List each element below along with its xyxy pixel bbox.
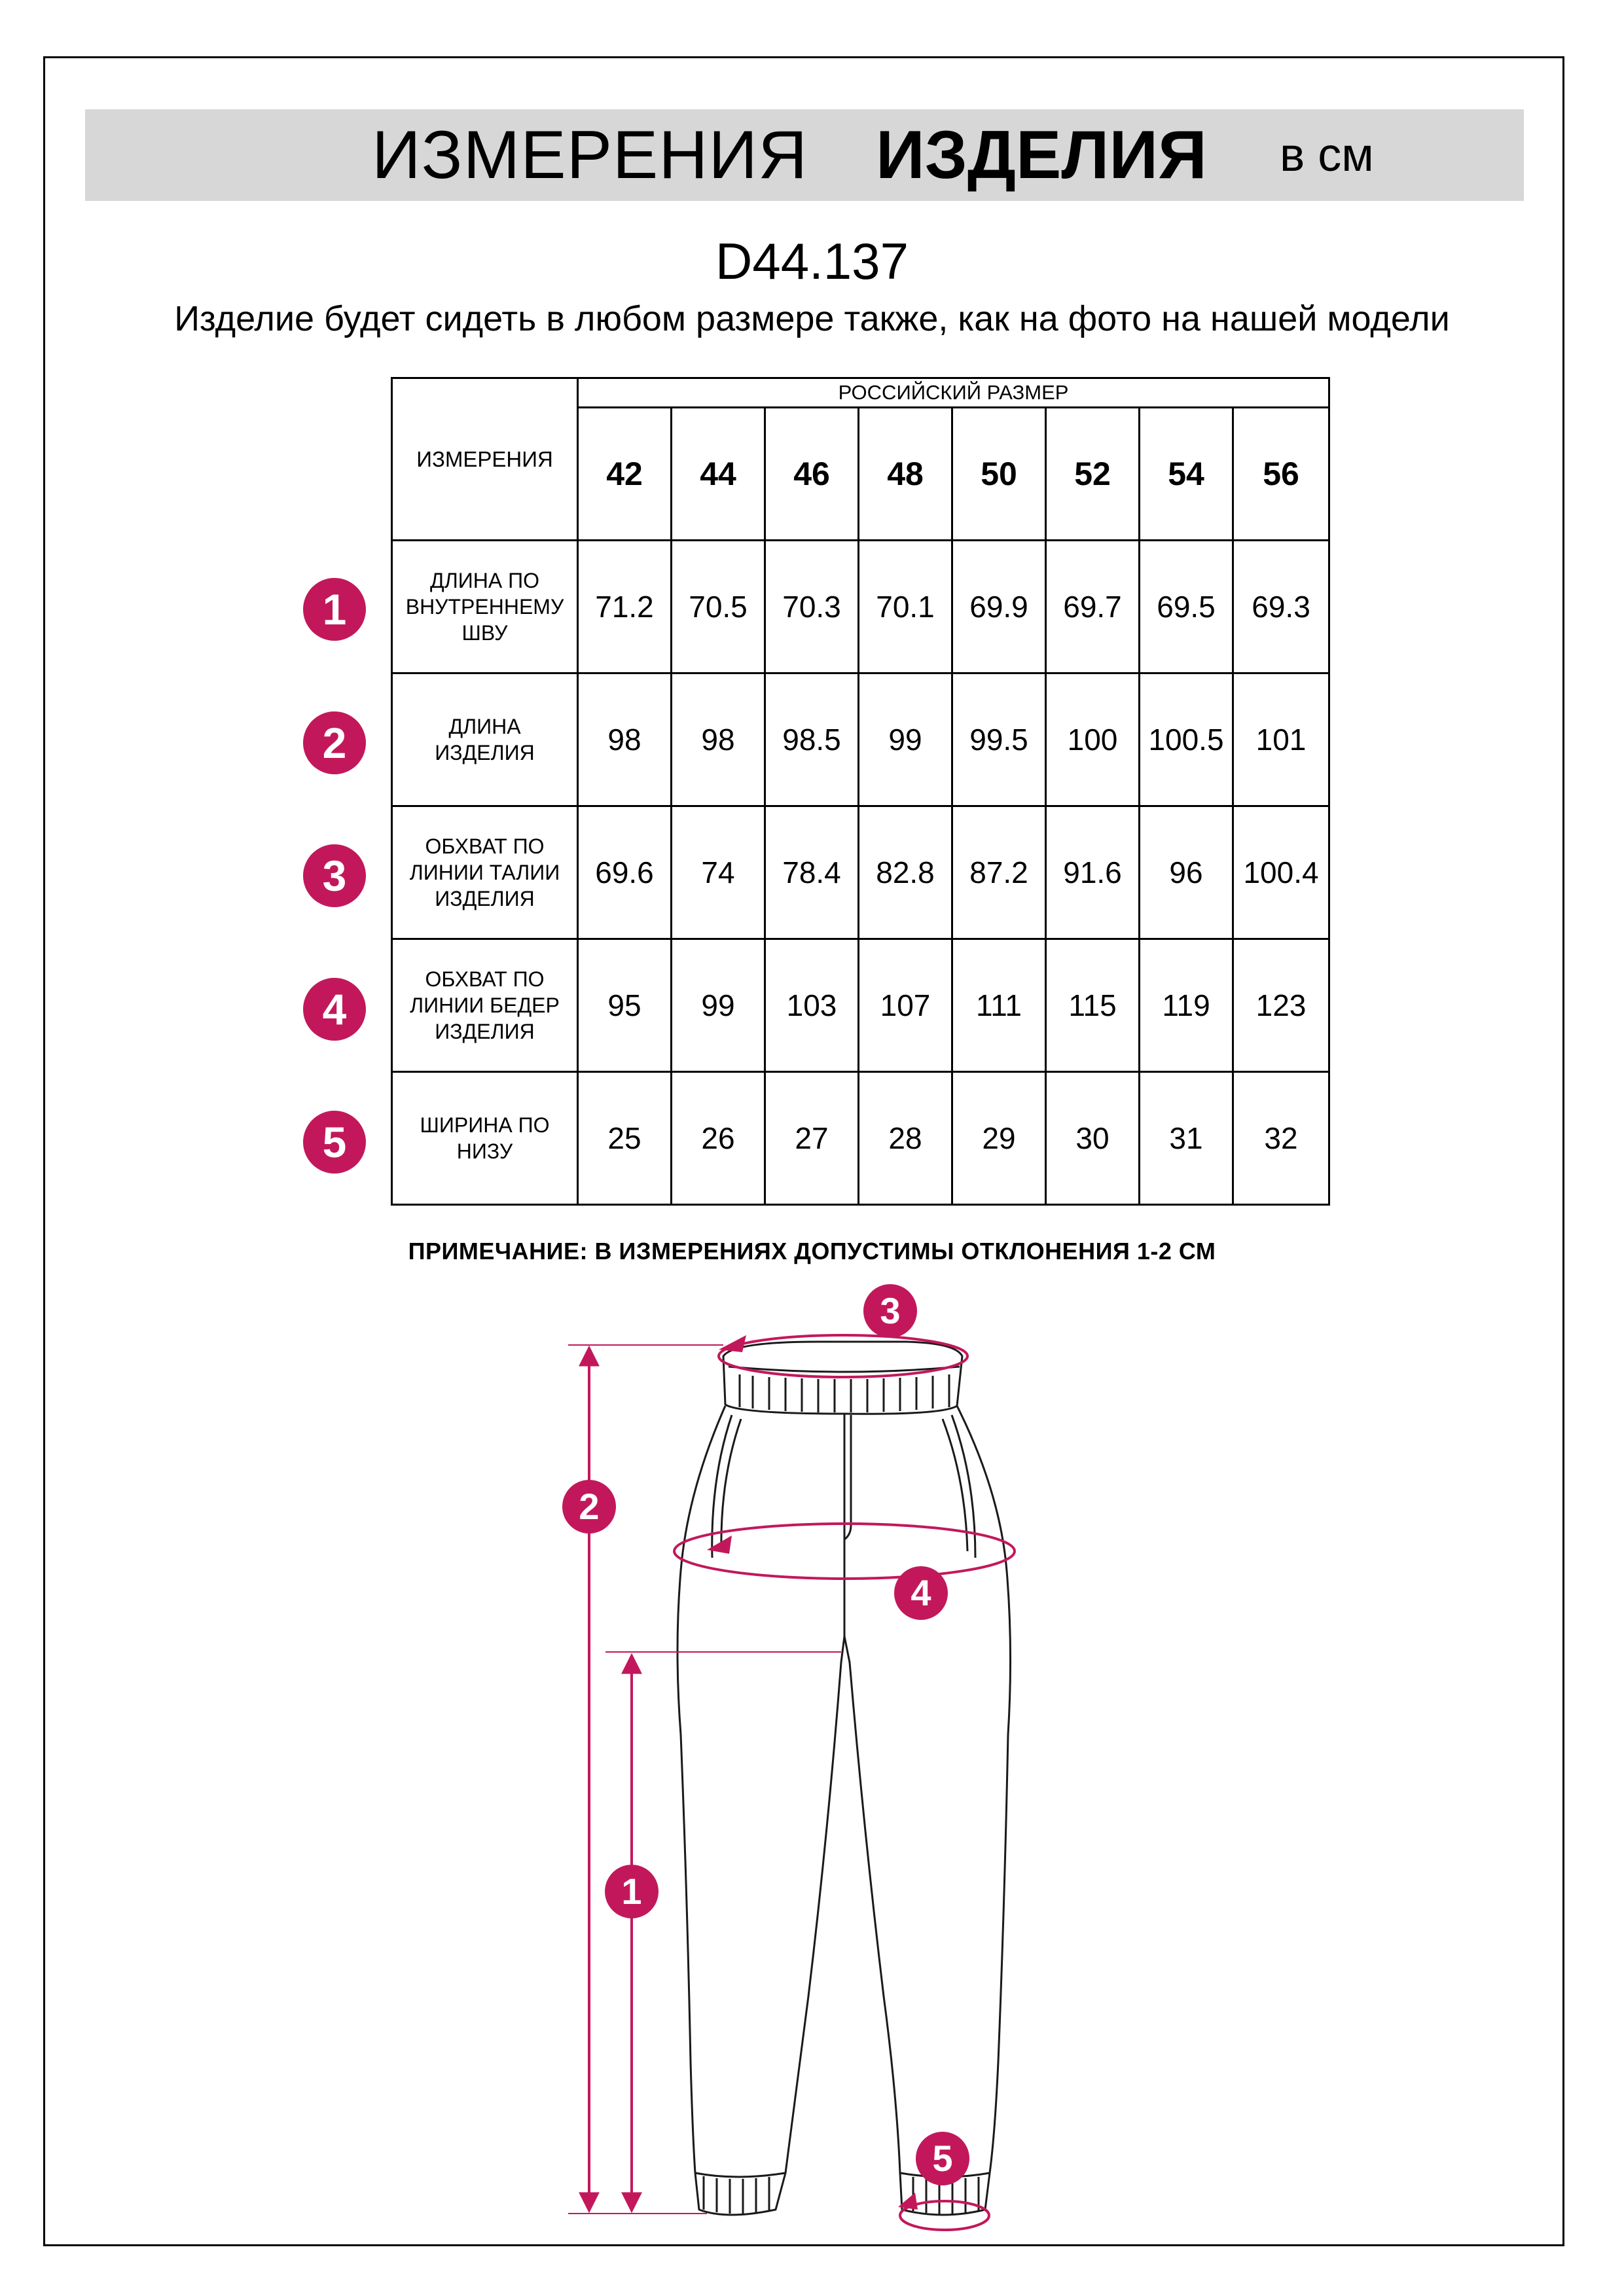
row-label: ОБХВАТ ПО ЛИНИИ БЕДЕР ИЗДЕЛИЯ bbox=[392, 939, 578, 1072]
row-label: ОБХВАТ ПО ЛИНИИ ТАЛИИ ИЗДЕЛИЯ bbox=[392, 806, 578, 939]
table-cell: 101 bbox=[1233, 673, 1329, 806]
table-cell: 69.6 bbox=[578, 806, 672, 939]
table-cell: 123 bbox=[1233, 939, 1329, 1072]
table-cell: 69.9 bbox=[952, 541, 1046, 673]
size-header: 52 bbox=[1046, 408, 1140, 541]
diagram-badge-waist: 3 bbox=[863, 1284, 917, 1338]
table-cell: 96 bbox=[1140, 806, 1233, 939]
table-cell: 30 bbox=[1046, 1072, 1140, 1205]
size-group-header: РОССИЙСКИЙ РАЗМЕР bbox=[578, 378, 1329, 408]
table-cell: 100 bbox=[1046, 673, 1140, 806]
row-badge: 3 bbox=[303, 844, 366, 907]
measurement-lines bbox=[568, 1335, 1015, 2230]
table-cell: 32 bbox=[1233, 1072, 1329, 1205]
table-cell: 69.7 bbox=[1046, 541, 1140, 673]
diagram-badge-hips: 4 bbox=[894, 1566, 948, 1620]
row-badge: 2 bbox=[303, 711, 366, 774]
table-cell: 78.4 bbox=[765, 806, 859, 939]
table-cell: 119 bbox=[1140, 939, 1233, 1072]
table-cell: 70.3 bbox=[765, 541, 859, 673]
title-bold: ИЗДЕЛИЯ bbox=[876, 117, 1207, 193]
fit-subtitle: Изделие будет сидеть в любом размере также, как на фото на нашей модели bbox=[174, 299, 1450, 338]
row-label: ШИРИНА ПО НИЗУ bbox=[392, 1072, 578, 1205]
table-cell: 27 bbox=[765, 1072, 859, 1205]
row-label: ДЛИНА ИЗДЕЛИЯ bbox=[392, 673, 578, 806]
table-cell: 28 bbox=[859, 1072, 952, 1205]
table-cell: 70.5 bbox=[672, 541, 765, 673]
table-cell: 91.6 bbox=[1046, 806, 1140, 939]
table-cell: 111 bbox=[952, 939, 1046, 1072]
table-cell: 70.1 bbox=[859, 541, 952, 673]
title-light: ИЗМЕРЕНИЯ bbox=[372, 117, 808, 193]
measure-header: ИЗМЕРЕНИЯ bbox=[392, 378, 578, 541]
table-cell: 99 bbox=[859, 673, 952, 806]
table-cell: 25 bbox=[578, 1072, 672, 1205]
table-cell: 95 bbox=[578, 939, 672, 1072]
title-unit: в см bbox=[1280, 129, 1374, 181]
table-cell: 103 bbox=[765, 939, 859, 1072]
size-header: 50 bbox=[952, 408, 1046, 541]
table-cell: 87.2 bbox=[952, 806, 1046, 939]
product-code: D44.137 bbox=[715, 232, 909, 290]
table-cell: 29 bbox=[952, 1072, 1046, 1205]
row-badge: 1 bbox=[303, 578, 366, 641]
diagram-badge-hem: 5 bbox=[916, 2132, 969, 2185]
size-header: 42 bbox=[578, 408, 672, 541]
diagram-badge-length: 2 bbox=[562, 1480, 616, 1534]
table-cell: 115 bbox=[1046, 939, 1140, 1072]
size-header: 56 bbox=[1233, 408, 1329, 541]
table-cell: 69.5 bbox=[1140, 541, 1233, 673]
row-badge: 4 bbox=[303, 978, 366, 1041]
size-header: 46 bbox=[765, 408, 859, 541]
row-label: ДЛИНА ПО ВНУТРЕННЕМУ ШВУ bbox=[392, 541, 578, 673]
table-cell: 71.2 bbox=[578, 541, 672, 673]
size-header: 48 bbox=[859, 408, 952, 541]
table-cell: 98 bbox=[672, 673, 765, 806]
table-cell: 98 bbox=[578, 673, 672, 806]
tolerance-note: ПРИМЕЧАНИЕ: В ИЗМЕРЕНИЯХ ДОПУСТИМЫ ОТКЛОНЕНИЯ 1-2 СМ bbox=[408, 1238, 1216, 1265]
size-header: 54 bbox=[1140, 408, 1233, 541]
table-cell: 82.8 bbox=[859, 806, 952, 939]
table-cell: 100.5 bbox=[1140, 673, 1233, 806]
table-cell: 26 bbox=[672, 1072, 765, 1205]
table-cell: 69.3 bbox=[1233, 541, 1329, 673]
table-cell: 74 bbox=[672, 806, 765, 939]
table-cell: 99 bbox=[672, 939, 765, 1072]
row-badge: 5 bbox=[303, 1111, 366, 1174]
pants-outline bbox=[677, 1342, 1011, 2215]
table-cell: 98.5 bbox=[765, 673, 859, 806]
arrowheads bbox=[707, 1335, 918, 2210]
table-cell: 100.4 bbox=[1233, 806, 1329, 939]
size-header: 44 bbox=[672, 408, 765, 541]
table-cell: 31 bbox=[1140, 1072, 1233, 1205]
diagram-badge-inseam: 1 bbox=[605, 1865, 659, 1918]
table-cell: 99.5 bbox=[952, 673, 1046, 806]
table-cell: 107 bbox=[859, 939, 952, 1072]
